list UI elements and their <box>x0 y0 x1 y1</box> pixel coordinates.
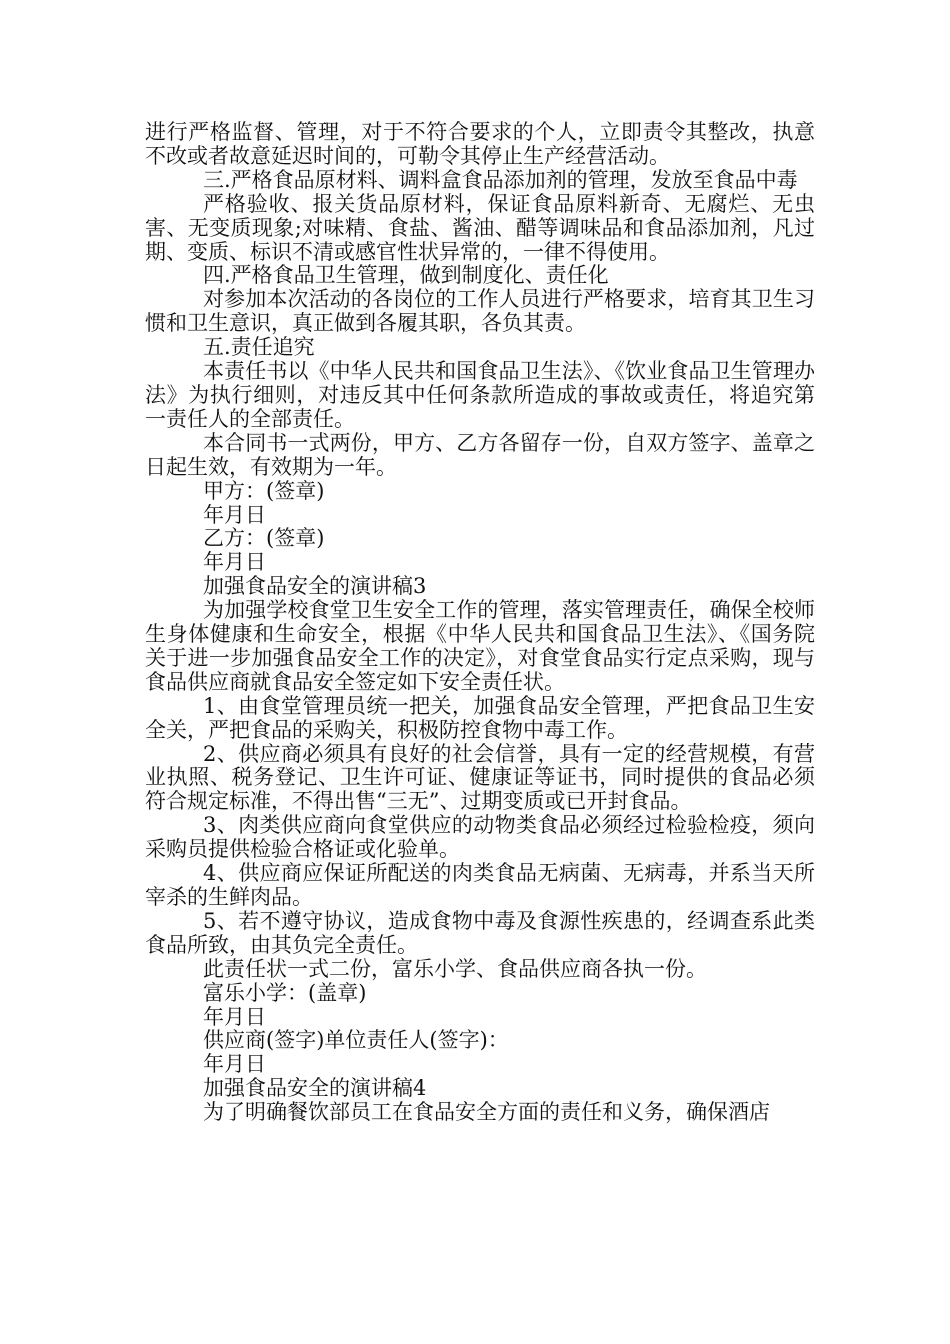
document-body <box>145 121 815 1125</box>
speech-title: 加强食品安全的演讲稿3 <box>203 574 427 599</box>
signature-line: 供应商(签字)单位责任人(签字)： <box>203 1028 509 1053</box>
list-item: 5、若不遵守协议，造成食物中毒及食源性疾患的，经调查系此类食品所致，由其负完全责任。 <box>145 908 815 957</box>
list-item: 2、供应商必须具有良好的社会信誉，具有一定的经营规模，有营业执照、税务登记、卫生许可证、健康证等证书，同时提供的食品必须符合规定标准，不得出售“三无”、过期变质或已开封食品。 <box>145 741 815 814</box>
list-item: 1、由食堂管理员统一把关，加强食品安全管理，严把食品卫生安全关，严把食品的采购关，积极防控食物中毒工作。 <box>145 693 815 742</box>
paragraph: 进行严格监督、管理，对于不符合要求的个人，立即责令其整改，执意不改或者故意延迟时间的，可勒令其停止生产经营活动。 <box>145 120 815 168</box>
speech-title: 加强食品安全的演讲稿4 <box>203 1076 427 1101</box>
date-line: 年月日 <box>203 1004 266 1029</box>
signature-line: 甲方：(签章) <box>203 478 325 503</box>
section-heading: 五.责任追究 <box>203 335 315 360</box>
signature-line: 乙方：(签章) <box>203 526 325 551</box>
paragraph: 本责任书以《中华人民共和国食品卫生法》、《饮业食品卫生管理办法》为执行细则，对违反其中任何条款所造成的事故或责任，将追究第一责任人的全部责任。 <box>145 359 815 431</box>
section-heading: 三.严格食品原材料、调料盒食品添加剂的管理，发放至食品中毒 <box>203 167 798 192</box>
paragraph: 对参加本次活动的各岗位的工作人员进行严格要求，培育其卫生习惯和卫生意识，真正做到各履其职，各负其责。 <box>145 287 815 336</box>
paragraph: 严格验收、报关货品原材料，保证食品原料新奇、无腐烂、无虫害、无变质现象;对味精、食盐、酱油、醋等调味品和食品添加剂，凡过期、变质、标识不清或感官性状异常的，一律不得使用。 <box>145 191 815 264</box>
list-item: 3、肉类供应商向食堂供应的动物类食品必须经过检验检疫，须向采购员提供检验合格证或化验单。 <box>145 813 815 862</box>
list-item: 4、供应商应保证所配送的肉类食品无病菌、无病毒，并系当天所宰杀的生鲜肉品。 <box>145 861 815 909</box>
date-line: 年月日 <box>203 1052 266 1077</box>
date-line: 年月日 <box>203 502 266 527</box>
signature-line: 富乐小学：(盖章) <box>203 980 367 1005</box>
paragraph: 此责任状一式二份，富乐小学、食品供应商各执一份。 <box>203 956 707 981</box>
section-heading: 四.严格食品卫生管理，做到制度化、责任化 <box>203 263 609 288</box>
date-line: 年月日 <box>203 550 266 575</box>
paragraph: 为了明确餐饮部员工在食品安全方面的责任和义务，确保酒店 <box>203 1100 770 1125</box>
paragraph: 为加强学校食堂卫生安全工作的管理，落实管理责任，确保全校师生身体健康和生命安全，根据《中华人民共和国食品卫生法》、《国务院关于进一步加强食品安全工作的决定》，对食堂食品实行定点采购，现与食品供应商就食品安全签定如下安全责任状。 <box>145 598 815 694</box>
paragraph: 本合同书一式两份，甲方、乙方各留存一份，自双方签字、盖章之日起生效，有效期为一年。 <box>145 430 815 479</box>
